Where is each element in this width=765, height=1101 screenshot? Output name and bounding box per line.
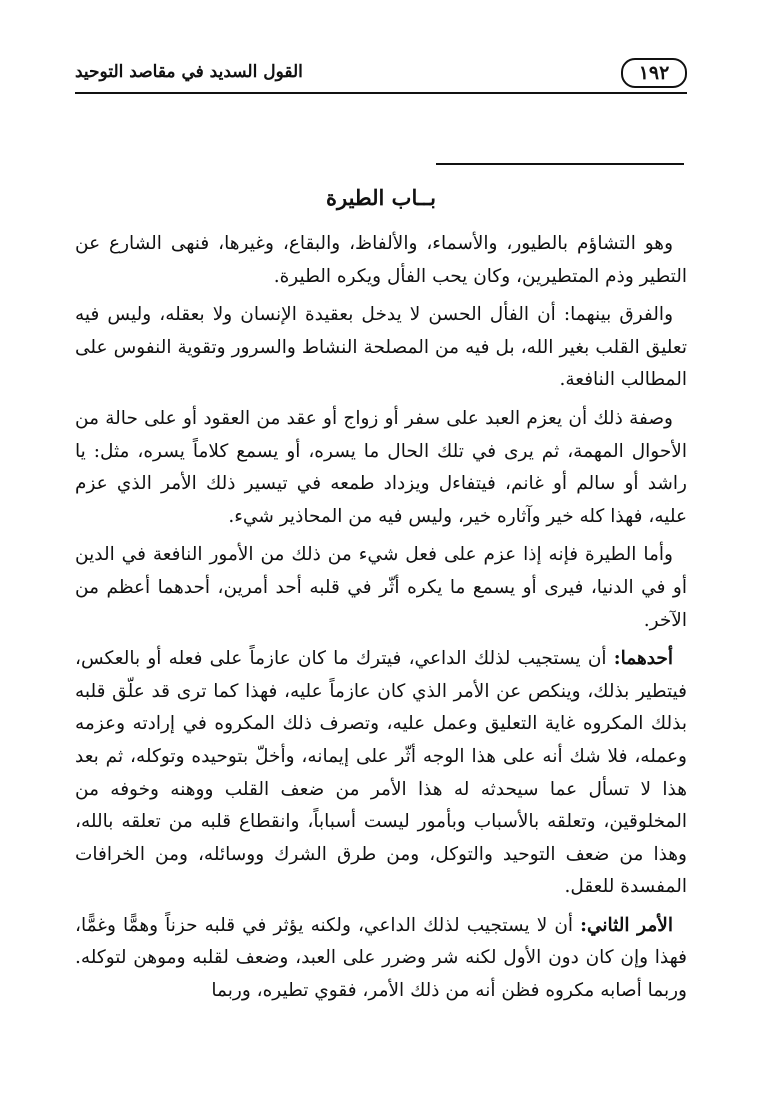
section-divider <box>436 163 684 165</box>
paragraph-text: أن يستجيب لذلك الداعي، فيترك ما كان عازماً على فعله أو بالعكس، فيتطير بذلك، وينكص عن الأمر الذي كان عازماً عليه، فهذا كما ترى قد علّق قلبه بذلك المكروه غاية التعليق وعمل عليه، وتصرف ذلك المكروه في إرادته وعزمه وعمله، فلا شك أنه على هذا الوجه أثّر على إيمانه، وأخلّ بتوحيده وتوكله، ثم بعد هذا لا تسأل عما سيحدثه له هذا الأمر من ضعف القلب ووهنه وخوفه من المخلوقين، وتعلقه بالأسباب وبأمور ليست أسباباً، وانقطاع قلبه من تعلقه بالله، وهذا من ضعف التوحيد والتوكل، ومن طرق الشرك ووسائله، ومن الخرافات المفسدة للعقل. <box>75 648 687 898</box>
paragraph <box>75 910 687 1008</box>
paragraph: وهو التشاؤم بالطيور، والأسماء، والألفاظ، والبقاع، وغيرها، فنهى الشارع عن التطير وذم المتطيرين، وكان يحب الفأل ويكره الطيرة. <box>75 233 687 287</box>
paragraph: وأما الطيرة فإنه إذا عزم على فعل شيء من ذلك من الأمور النافعة في الدين أو في الدنيا، فيرى أو يسمع ما يكره أثّر في قلبه أحد أمرين، أحدهما أعظم من الآخر. <box>75 544 687 631</box>
body-text <box>75 228 687 1014</box>
paragraph-text: أن لا يستجيب لذلك الداعي، ولكنه يؤثر في قلبه حزناً وهمًّا وغمًّا، فهذا وإن كان دون الأول لكنه شر وضرر على العبد، وضعف لقلبه وموهن لتوكله. وربما أصابه مكروه فظن أنه من ذلك الأمر، فقوي تطيره، وربما <box>75 914 687 1002</box>
page-number: ١٩٢ <box>621 58 687 88</box>
paragraph <box>75 643 687 904</box>
running-title: القول السديد في مقاصد التوحيد <box>75 62 303 82</box>
chapter-title: بــاب الطيرة <box>325 185 436 210</box>
running-header <box>75 58 687 94</box>
paragraph: والفرق بينهما: أن الفأل الحسن لا يدخل بعقيدة الإنسان ولا بعقله، وليس فيه تعليق القلب بغير الله، بل فيه من المصلحة النشاط والسرور وتقوية النفوس على المطالب النافعة. <box>75 304 687 391</box>
paragraph: وصفة ذلك أن يعزم العبد على سفر أو زواج أو عقد من العقود أو على حالة من الأحوال المهمة، ثم يرى في تلك الحال ما يسره، أو يسمع كلاماً يسره، مثل: يا راشد أو سالم أو غانم، فيتفاءل ويزداد طمعه في تيسير ذلك الأمر الذي عزم عليه، فهذا كله خير وآثاره خير، وليس فيه من المحاذير شيء. <box>75 407 687 527</box>
paragraph-lead-term: الأمر الثاني: <box>580 914 673 936</box>
paragraph-lead-term: أحدهما: <box>613 648 673 670</box>
